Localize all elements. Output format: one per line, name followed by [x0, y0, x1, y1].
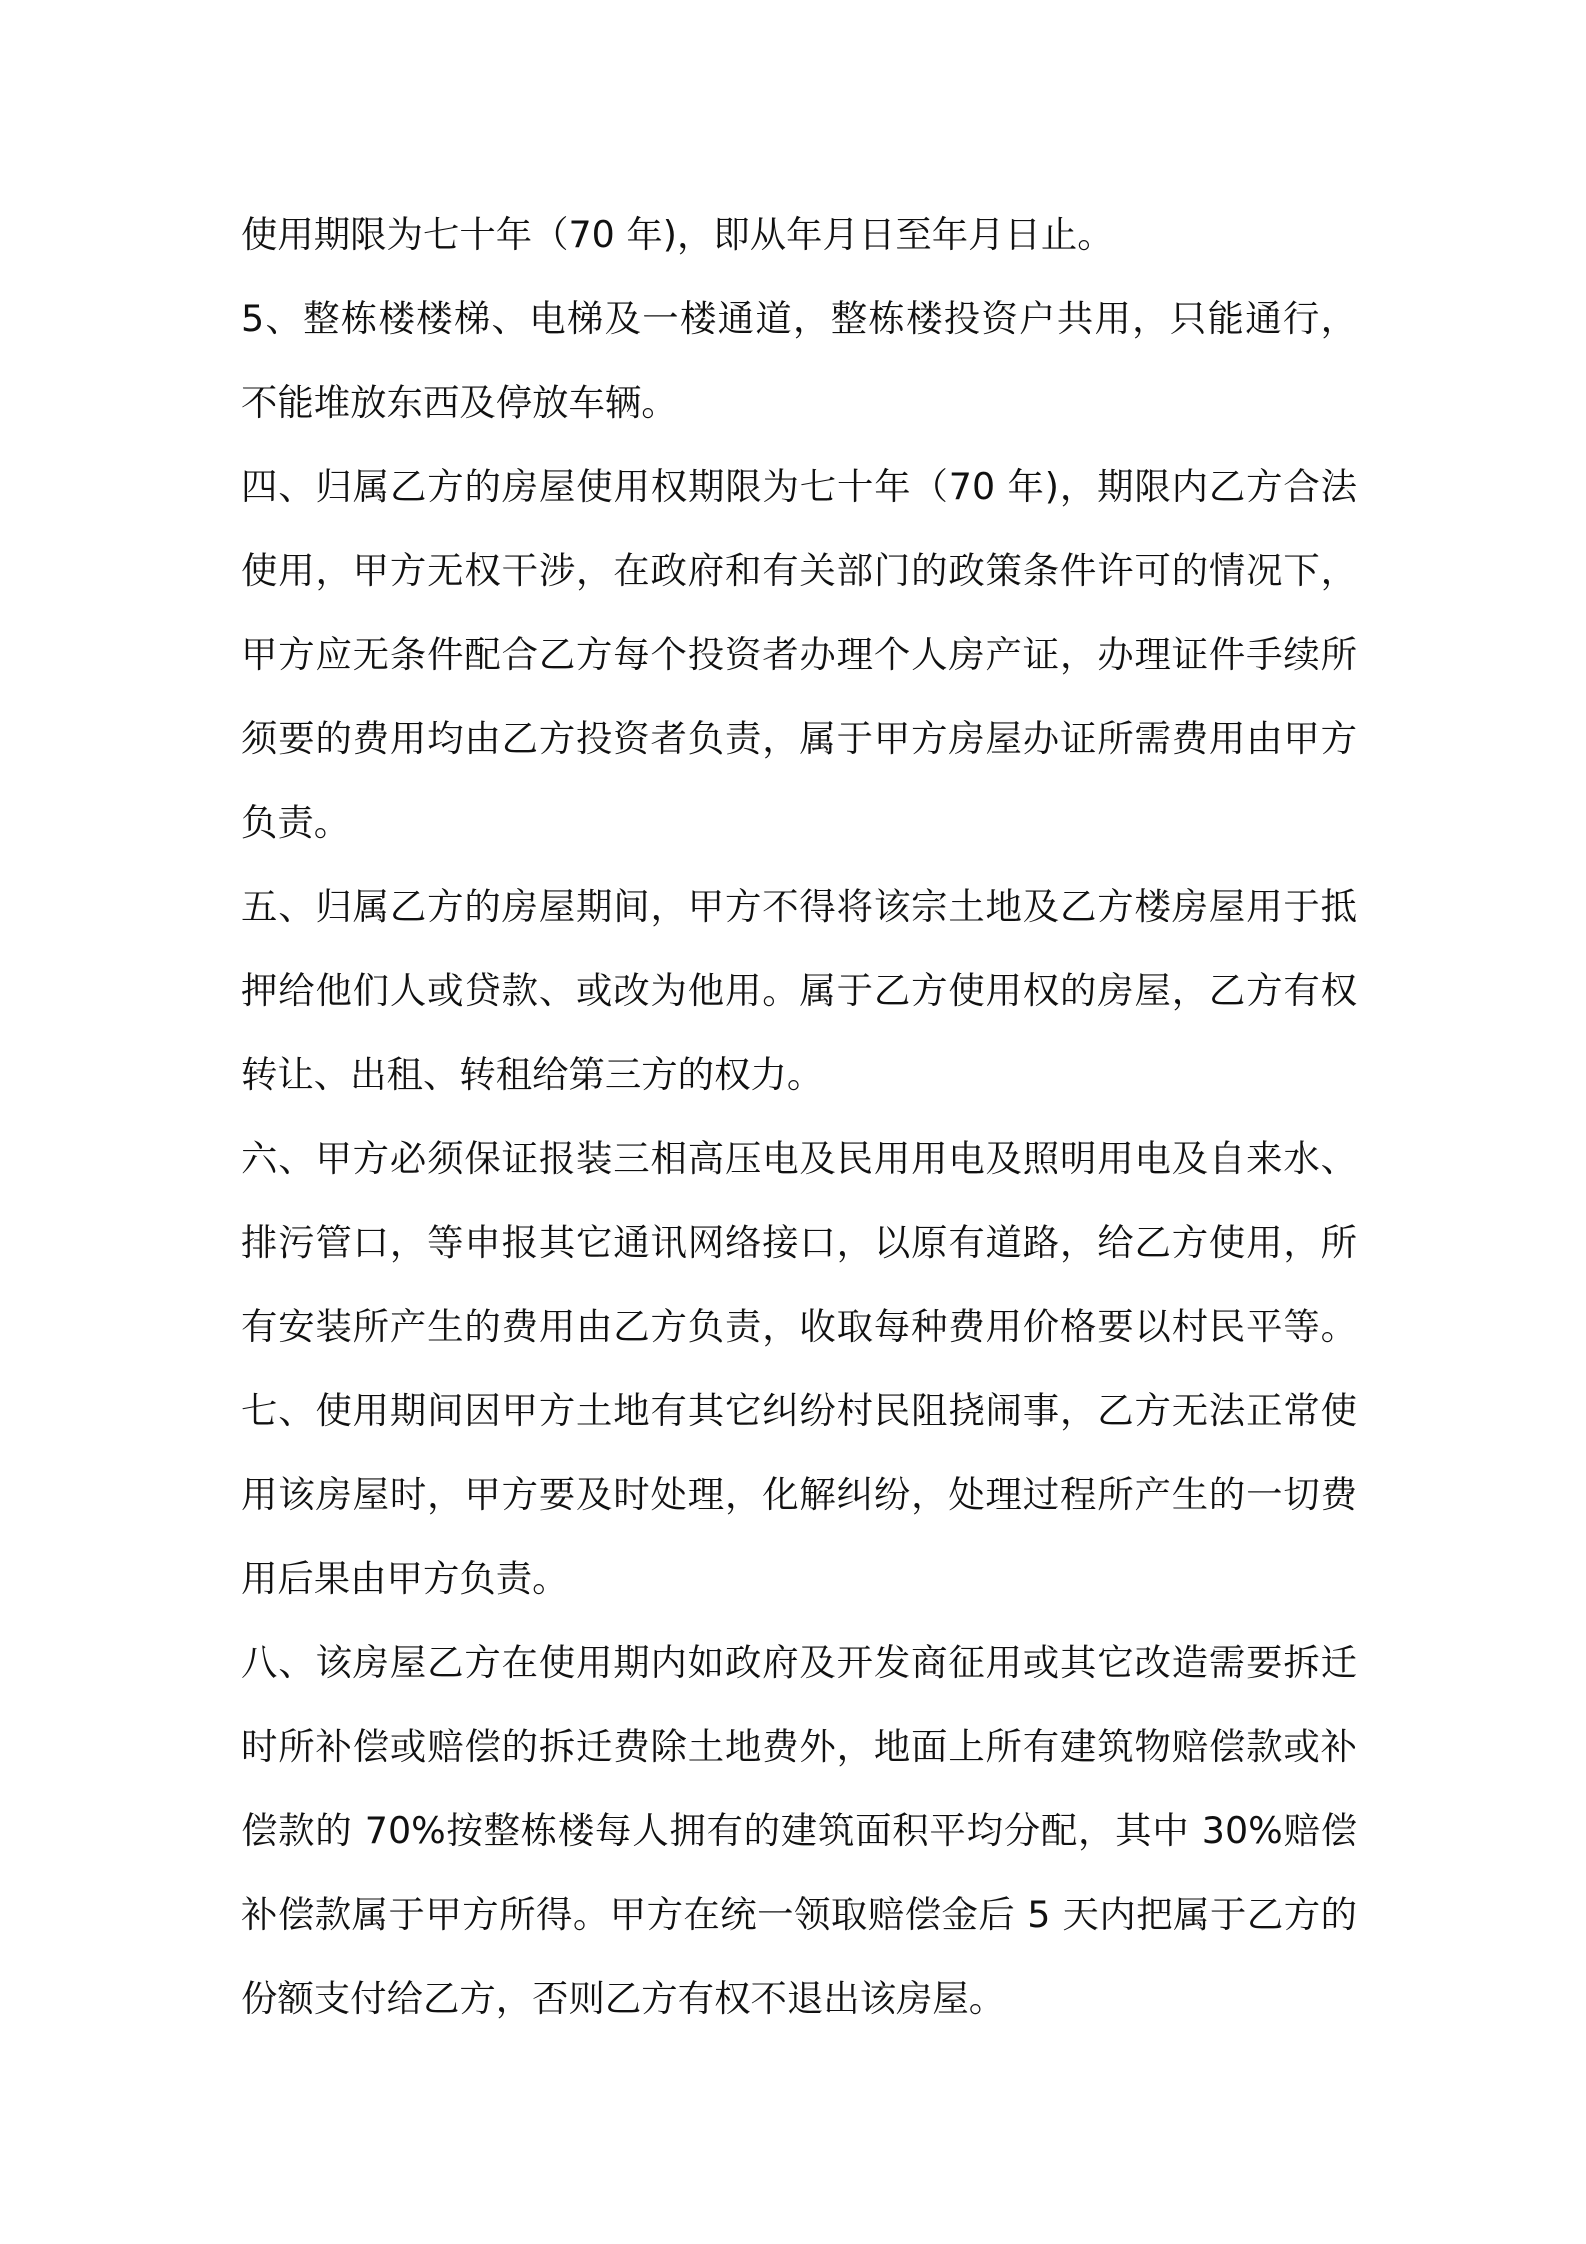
text-line: 负责。 [241, 801, 351, 844]
text-line: 七、使用期间因甲方土地有其它纠纷村民阻挠闹事，乙方无法正常使 [241, 1389, 1357, 1432]
text-line: 使用，甲方无权干涉，在政府和有关部门的政策条件许可的情况下， [241, 549, 1357, 592]
text-line: 时所补偿或赔偿的拆迁费除土地费外，地面上所有建筑物赔偿款或补 [241, 1725, 1357, 1768]
document-body [241, 193, 1357, 2041]
text-line: 使用期限为七十年（70 年)，即从年月日至年月日止。 [241, 213, 1114, 256]
text-line: 须要的费用均由乙方投资者负责，属于甲方房屋办证所需费用由甲方 [241, 717, 1357, 760]
text-line: 六、甲方必须保证报装三相高压电及民用用电及照明用电及自来水、 [241, 1137, 1357, 1180]
text-line: 用该房屋时，甲方要及时处理，化解纠纷，处理过程所产生的一切费 [241, 1473, 1357, 1516]
text-line: 转让、出租、转租给第三方的权力。 [241, 1053, 824, 1096]
text-line: 八、该房屋乙方在使用期内如政府及开发商征用或其它改造需要拆迁 [241, 1641, 1357, 1684]
text-line: 有安装所产生的费用由乙方负责，收取每种费用价格要以村民平等。 [241, 1305, 1357, 1348]
text-line: 四、归属乙方的房屋使用权期限为七十年（70 年)，期限内乙方合法 [241, 465, 1357, 508]
text-line: 5、整栋楼楼梯、电梯及一楼通道，整栋楼投资户共用，只能通行， [241, 297, 1357, 340]
text-line: 不能堆放东西及停放车辆。 [241, 381, 678, 424]
text-line: 份额支付给乙方，否则乙方有权不退出该房屋。 [241, 1977, 1006, 2020]
text-line: 五、归属乙方的房屋期间，甲方不得将该宗土地及乙方楼房屋用于抵 [241, 885, 1357, 928]
text-line: 补偿款属于甲方所得。甲方在统一领取赔偿金后 5 天内把属于乙方的 [241, 1893, 1357, 1936]
text-line: 偿款的 70%按整栋楼每人拥有的建筑面积平均分配，其中 30%赔偿 [241, 1809, 1357, 1852]
text-line: 甲方应无条件配合乙方每个投资者办理个人房产证，办理证件手续所 [241, 633, 1357, 676]
text-line: 用后果由甲方负责。 [241, 1557, 569, 1600]
text-line: 押给他们人或贷款、或改为他用。属于乙方使用权的房屋，乙方有权 [241, 969, 1357, 1012]
text-line: 排污管口，等申报其它通讯网络接口，以原有道路，给乙方使用，所 [241, 1221, 1357, 1264]
